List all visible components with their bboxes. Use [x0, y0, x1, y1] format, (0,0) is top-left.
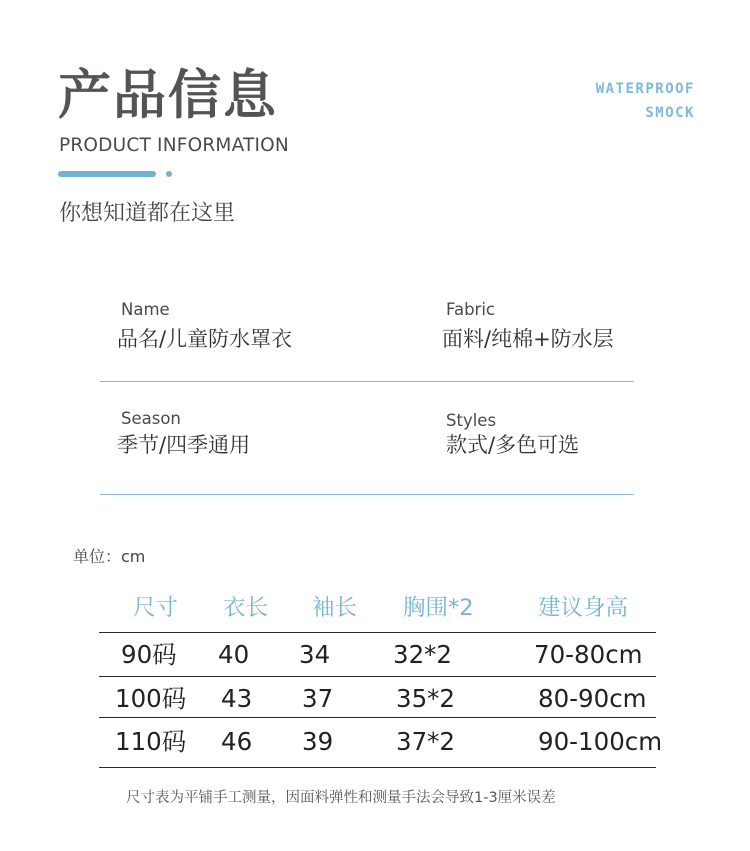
styles-label: Styles [446, 411, 497, 430]
cell-chest: 37*2 [396, 727, 456, 756]
accent-bar [58, 171, 156, 177]
cell-size: 100码 [115, 684, 187, 713]
cell-size: 90码 [121, 640, 177, 669]
cell-height: 80-90cm [538, 684, 647, 713]
cell-height: 70-80cm [534, 640, 643, 669]
unit-label: 单位：cm [73, 547, 146, 566]
page-title-en: PRODUCT INFORMATION [59, 135, 289, 156]
cell-length: 46 [221, 727, 253, 756]
header-height: 建议身高 [538, 595, 629, 621]
cell-length: 43 [221, 684, 253, 713]
styles-value: 款式/多色可选 [446, 433, 580, 457]
name-label: Name [121, 300, 170, 319]
season-label: Season [121, 409, 181, 428]
season-value: 季节/四季通用 [117, 433, 251, 457]
cell-sleeve: 39 [302, 727, 334, 756]
cell-sleeve: 34 [299, 640, 331, 669]
measurement-note: 尺寸表为平铺手工测量，因面料弹性和测量手法会导致1-3厘米误差 [126, 790, 556, 806]
header-size: 尺寸 [133, 595, 179, 621]
brand-text-line1: WATERPROOF [595, 81, 695, 97]
info-divider-2 [100, 494, 634, 495]
name-value: 品名/儿童防水罩衣 [117, 327, 293, 351]
cell-length: 40 [218, 640, 250, 669]
table-line-bottom [99, 767, 656, 768]
table-line [99, 676, 656, 677]
header-chest: 胸围*2 [403, 595, 474, 621]
fabric-value: 面料/纯棉+防水层 [442, 327, 614, 351]
cell-chest: 32*2 [393, 640, 453, 669]
cell-size: 110码 [115, 727, 187, 756]
info-divider-1 [100, 381, 634, 382]
cell-chest: 35*2 [396, 684, 456, 713]
header-sleeve: 袖长 [312, 595, 358, 621]
page-subtitle: 你想知道都在这里 [59, 201, 236, 226]
table-line [99, 717, 656, 718]
header-length: 衣长 [223, 595, 269, 621]
page-title-cn: 产品信息 [58, 65, 278, 126]
table-line-top [99, 632, 656, 633]
accent-dot [166, 171, 172, 177]
cell-height: 90-100cm [538, 727, 663, 756]
cell-sleeve: 37 [302, 684, 334, 713]
fabric-label: Fabric [446, 300, 496, 319]
brand-text-line2: SMOCK [645, 105, 695, 121]
